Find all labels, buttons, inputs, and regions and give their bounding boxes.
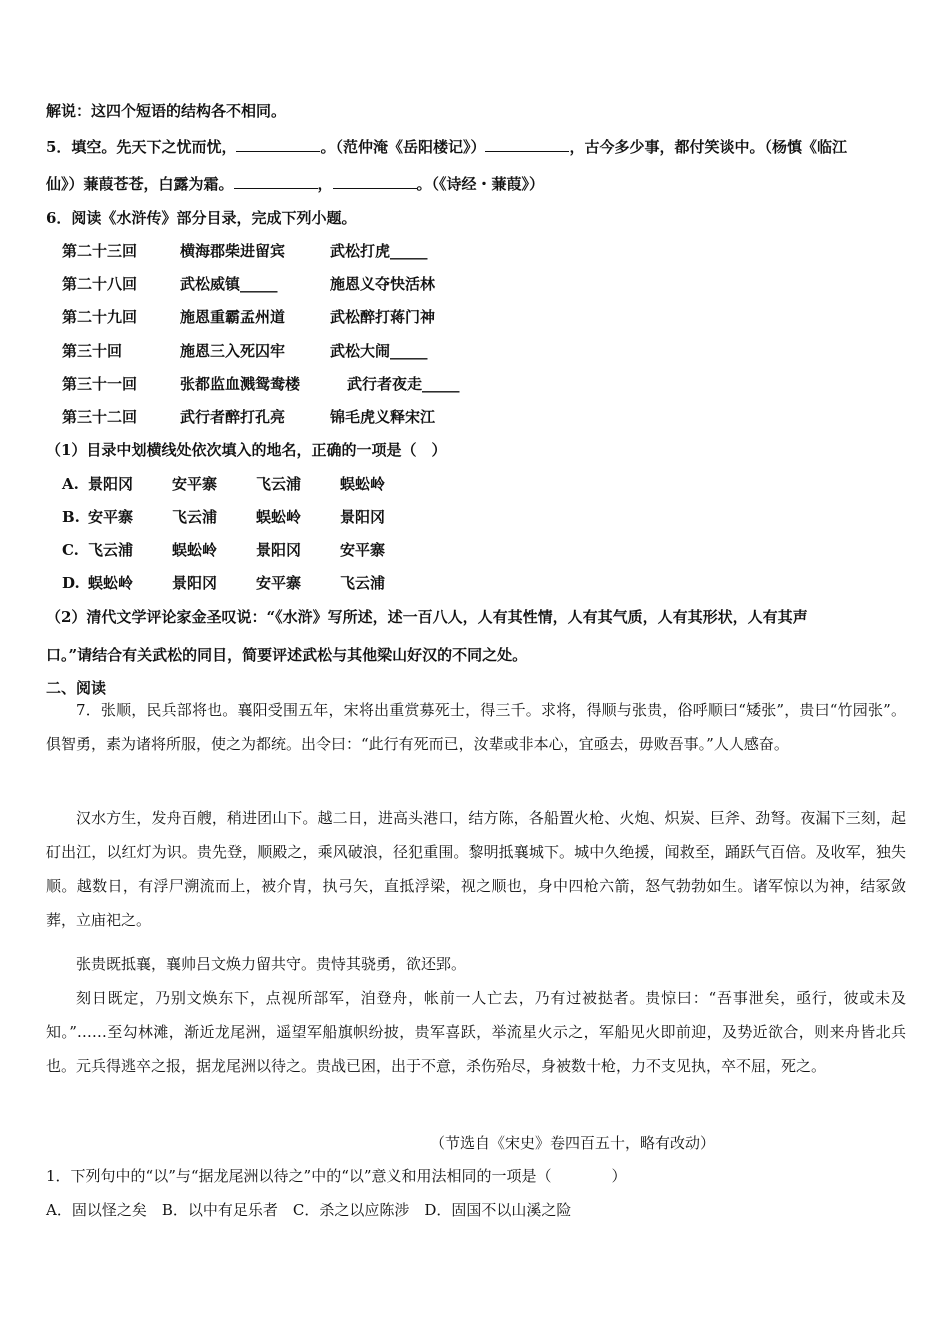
- q5-line1: [46, 137, 847, 157]
- q5-text: ，: [317, 175, 333, 193]
- q6-intro: 6．阅读《水浒传》部分目录，完成下列小题。: [46, 209, 357, 227]
- option-item: 景阳冈: [88, 475, 134, 493]
- q5-text: ，古今多少事，都付笑谈中。（杨慎《临江: [569, 138, 847, 156]
- catalog-chapter: 第三十回: [62, 342, 123, 360]
- option-item: 蜈蚣岭: [172, 541, 218, 559]
- reading-paragraph: 刻日既定，乃别文焕东下，点视所部军，洎登舟，帐前一人亡去，乃有过被挞者。贵惊曰：“吾事泄矣，亟行，彼或未及知。”……至勾林滩，渐近龙尾洲，遥望军船旗帜纷披，贵军喜跃，举流星火示之，军船见火即前迎，及势近欲合，则来舟皆北兵也。元兵得逃卒之报，据龙尾洲以待之。贵战已困，出于不意，杀伤殆尽，身被数十枪，力不支见执，卒不屈，死之。: [46, 989, 906, 1075]
- catalog-title-left: 施恩重霸孟州道: [180, 308, 286, 326]
- q5-blank-3[interactable]: [234, 174, 318, 189]
- option-label[interactable]: B.: [62, 508, 80, 526]
- catalog-chapter: 第三十一回: [62, 375, 138, 393]
- option-label[interactable]: D.: [62, 574, 80, 592]
- reading-paragraph: 汉水方生，发舟百艘，稍进团山下。越二日，进高头港口，结方陈，各船置火枪、火炮、炽炭、巨斧、劲弩。夜漏下三刻，起矴出江，以红灯为识。贵先登，顺殿之，乘风破浪，径犯重围。黎明抵襄城下。城中久绝援，闻救至，踊跃气百倍。及收军，独失顺。越数日，有浮尸溯流而上，被介胄，执弓矢，直抵浮梁，视之顺也，身中四枪六箭，怒气勃勃如生。诸军惊以为神，结冢敛葬，立庙祀之。: [46, 809, 906, 929]
- option-label[interactable]: C.: [62, 541, 79, 559]
- catalog-title-left: 张都监血溅鸳鸯楼: [180, 375, 301, 393]
- catalog-title-left: 武行者醉打孔亮: [180, 408, 286, 426]
- option-item: 安平寨: [256, 574, 302, 592]
- reading-paragraph: 7．张顺，民兵部将也。襄阳受围五年，宋将出重赏募死士，得三千。求将，得顺与张贵，俗呼顺曰“矮张”，贵曰“竹园张”。俱智勇，素为诸将所服，使之为都统。出令曰：“此行有死而已，汝辈或非本心，宜亟去，毋败吾事。”人人感奋。: [46, 701, 906, 753]
- option-item: 安平寨: [340, 541, 386, 559]
- option-item: 飞云浦: [172, 508, 218, 526]
- catalog-title-right: 武松打虎_____: [330, 242, 428, 260]
- q5-blank-1[interactable]: [236, 137, 320, 152]
- catalog-title-right: 锦毛虎义释宋江: [330, 408, 436, 426]
- option-item: 蜈蚣岭: [88, 574, 134, 592]
- q5-blank-4[interactable]: [333, 174, 417, 189]
- catalog-title-left: 横海郡柴进留宾: [180, 242, 286, 260]
- q5-text: 5．填空。先天下之忧而忧，: [46, 138, 237, 156]
- catalog-title-right: 武行者夜走_____: [347, 375, 460, 393]
- catalog-chapter: 第二十八回: [62, 275, 138, 293]
- option-item: 飞云浦: [88, 541, 134, 559]
- option-item: 蜈蚣岭: [256, 508, 302, 526]
- q6-sub2-line1: （2）清代文学评论家金圣叹说：“《水浒》写所述，述一百八人，人有其性情，人有其气质，人有其形状，人有其声: [46, 608, 808, 626]
- q6-sub1: （1）目录中划横线处依次填入的地名，正确的一项是（ ）: [46, 441, 447, 459]
- catalog-chapter: 第二十九回: [62, 308, 138, 326]
- catalog-title-right: 施恩义夺快活林: [330, 275, 436, 293]
- option-item: 安平寨: [88, 508, 134, 526]
- q5-blank-2[interactable]: [485, 137, 569, 152]
- catalog-title-right: 武松醉打蒋门神: [330, 308, 436, 326]
- option-item: 飞云浦: [340, 574, 386, 592]
- q5-text: 。（《诗经・蒹葭》）: [416, 175, 545, 193]
- catalog-title-left: 施恩三入死囚牢: [180, 342, 286, 360]
- explanation-line: 解说：这四个短语的结构各不相同。: [46, 102, 287, 120]
- question-1-options[interactable]: A．固以怪之矣 B．以中有足乐者 C．杀之以应陈涉 D．固国不以山溪之险: [46, 1201, 572, 1219]
- option-item: 景阳冈: [256, 541, 302, 559]
- option-item: 飞云浦: [256, 475, 302, 493]
- option-item: 景阳冈: [340, 508, 386, 526]
- reading-paragraph: 张贵既抵襄，襄帅吕文焕力留共守。贵恃其骁勇，欲还郢。: [76, 955, 467, 973]
- catalog-title-left: 武松威镇_____: [180, 275, 278, 293]
- option-item: 安平寨: [172, 475, 218, 493]
- source-citation: （节选自《宋史》卷四百五十，略有改动）: [430, 1134, 716, 1152]
- q6-sub2-line2: 口。”请结合有关武松的同目，简要评述武松与其他梁山好汉的不同之处。: [46, 646, 528, 664]
- catalog-title-right: 武松大闹_____: [330, 342, 428, 360]
- question-1: 1．下列句中的“以”与“据龙尾洲以待之”中的“以”意义和用法相同的一项是（ ）: [46, 1167, 627, 1185]
- option-label[interactable]: A.: [62, 475, 79, 493]
- option-item: 景阳冈: [172, 574, 218, 592]
- section-heading: 二、阅读: [46, 679, 107, 697]
- catalog-chapter: 第三十二回: [62, 408, 138, 426]
- q5-line2: [46, 174, 544, 194]
- option-item: 蜈蚣岭: [340, 475, 386, 493]
- catalog-chapter: 第二十三回: [62, 242, 138, 260]
- q5-text: 仙》）蒹葭苍苍，白露为霜。: [46, 175, 234, 193]
- q5-text: 。（范仲淹《岳阳楼记》）: [320, 138, 486, 156]
